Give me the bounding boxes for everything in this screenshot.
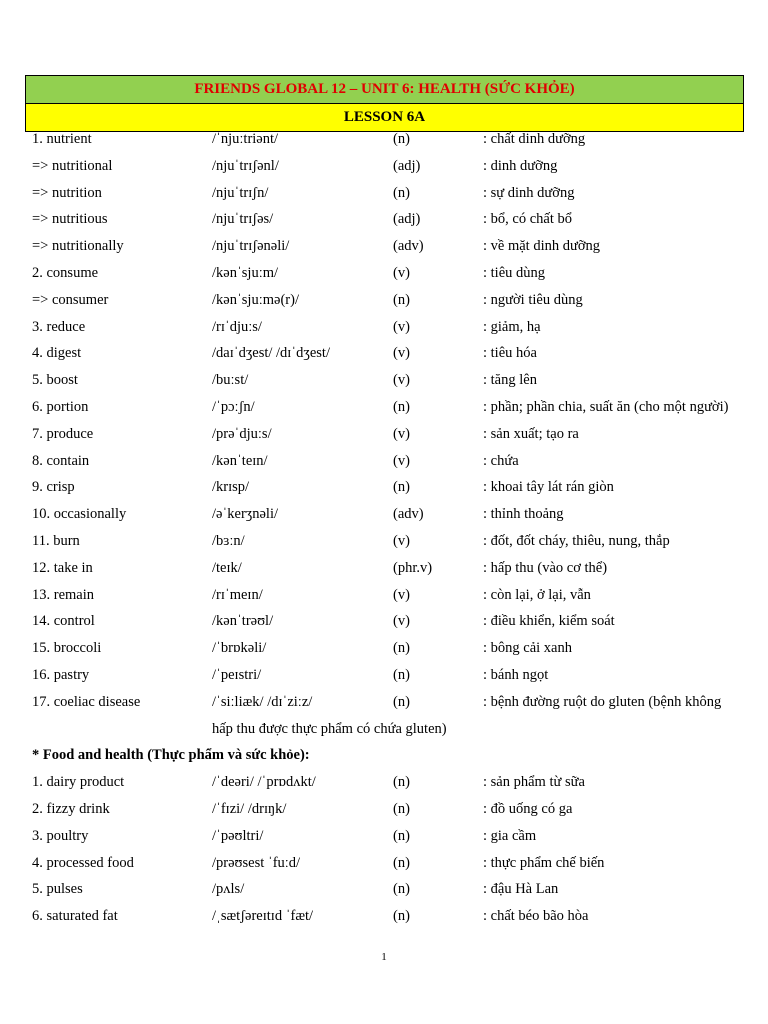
vocabulary-row xyxy=(32,876,752,903)
vocab-part-of-speech: (n) xyxy=(393,854,410,871)
vocab-pronunciation: /rɪˈdjuːs/ xyxy=(212,318,262,335)
vocab-part-of-speech: (n) xyxy=(393,291,410,308)
vocab-word: 9. crisp xyxy=(32,479,75,496)
vocab-meaning: : chất dinh dưỡng xyxy=(483,131,586,147)
vocab-meaning: : còn lại, ở lại, vẫn xyxy=(483,586,591,603)
vocab-part-of-speech: (n) xyxy=(393,398,410,415)
vocab-part-of-speech: (n) xyxy=(393,908,410,925)
vocab-meaning: : hấp thu (vào cơ thể) xyxy=(483,559,608,576)
vocab-word: 14. control xyxy=(32,613,95,630)
vocab-meaning: : sự dinh dưỡng xyxy=(483,184,575,201)
vocab-meaning: : tiêu hóa xyxy=(483,345,537,362)
vocab-pronunciation: /njuˈtrɪʃn/ xyxy=(212,184,269,201)
vocabulary-row xyxy=(32,823,752,850)
vocab-meaning: : đồ uống có ga xyxy=(483,800,573,817)
vocab-meaning: : tiêu dùng xyxy=(483,264,546,281)
vocab-meaning: : bánh ngọt xyxy=(483,666,549,683)
vocab-word: 10. occasionally xyxy=(32,506,127,523)
vocab-word: 5. boost xyxy=(32,372,78,389)
vocab-part-of-speech: (v) xyxy=(393,318,410,335)
vocab-part-of-speech: (phr.v) xyxy=(393,559,433,576)
vocab-pronunciation: /ˈpɔːʃn/ xyxy=(212,398,255,415)
vocab-meaning: : thực phẩm chế biến xyxy=(483,854,605,871)
document-title: FRIENDS GLOBAL 12 – UNIT 6: HEALTH (SỨC KHỎE) xyxy=(26,76,743,104)
vocab-part-of-speech: (v) xyxy=(393,613,410,630)
vocabulary-row xyxy=(32,528,752,555)
section-title: * Food and health (Thực phẩm và sức khỏe): xyxy=(32,747,310,764)
vocab-pronunciation: /rɪˈmeɪn/ xyxy=(212,586,263,603)
vocab-meaning: : gia cầm xyxy=(483,827,537,844)
vocab-word: 6. saturated fat xyxy=(32,908,118,925)
vocab-part-of-speech: (adj) xyxy=(393,211,421,228)
vocab-pronunciation: /ˈsiːliæk/ /dɪˈziːz/ xyxy=(212,693,313,710)
vocab-part-of-speech: (n) xyxy=(393,881,410,898)
vocab-word: 3. reduce xyxy=(32,318,86,335)
vocab-part-of-speech: (n) xyxy=(393,827,410,844)
vocabulary-row xyxy=(32,689,752,716)
vocab-meaning: : sản phẩm từ sữa xyxy=(483,774,585,791)
vocab-word: => nutritional xyxy=(32,157,113,174)
vocab-word: 4. processed food xyxy=(32,854,134,871)
vocabulary-row xyxy=(32,474,752,501)
vocab-meaning: : phần; phần chia, suất ăn (cho một người) xyxy=(483,398,729,415)
vocab-pronunciation: /ˈbrɒkəli/ xyxy=(212,640,267,657)
vocab-part-of-speech: (v) xyxy=(393,264,410,281)
vocab-word: 8. contain xyxy=(32,452,90,469)
vocab-pronunciation: /əˈkerʒnəli/ xyxy=(212,506,279,523)
vocabulary-row xyxy=(32,367,752,394)
vocab-pronunciation: /njuˈtrɪʃəs/ xyxy=(212,211,274,228)
lesson-title: LESSON 6A xyxy=(26,104,743,131)
vocab-word: 15. broccoli xyxy=(32,640,102,657)
vocabulary-row xyxy=(32,233,752,260)
vocabulary-row xyxy=(32,314,752,341)
vocab-meaning: : bổ, có chất bổ xyxy=(483,211,572,228)
vocabulary-list xyxy=(32,126,752,930)
vocab-word: 6. portion xyxy=(32,398,89,415)
vocab-meaning: : bông cải xanh xyxy=(483,640,572,657)
vocab-word: 1. dairy product xyxy=(32,774,125,791)
vocabulary-row xyxy=(32,555,752,582)
vocab-pronunciation: /prəˈdjuːs/ xyxy=(212,425,272,442)
vocab-part-of-speech: (n) xyxy=(393,184,410,201)
vocab-part-of-speech: (adj) xyxy=(393,157,421,174)
vocab-pronunciation: /teɪk/ xyxy=(212,559,242,576)
section-heading xyxy=(32,742,752,769)
vocab-part-of-speech: (n) xyxy=(393,479,410,496)
vocabulary-row xyxy=(32,769,752,796)
vocab-part-of-speech: (v) xyxy=(393,452,410,469)
vocab-word: 3. poultry xyxy=(32,827,89,844)
vocab-part-of-speech: (n) xyxy=(393,131,410,147)
vocabulary-row xyxy=(32,153,752,180)
vocab-word: 2. consume xyxy=(32,264,99,281)
vocab-pronunciation: /ˌsætʃəreɪtɪd ˈfæt/ xyxy=(212,908,314,925)
vocab-word: 11. burn xyxy=(32,532,80,549)
vocabulary-row xyxy=(32,635,752,662)
vocab-part-of-speech: (n) xyxy=(393,666,410,683)
vocab-part-of-speech: (v) xyxy=(393,532,410,549)
vocab-pronunciation: /bɜːn/ xyxy=(212,532,245,549)
vocab-part-of-speech: (adv) xyxy=(393,506,424,523)
vocab-pronunciation: /prəʊsest ˈfuːd/ xyxy=(212,854,301,871)
vocabulary-row xyxy=(32,421,752,448)
vocabulary-row-continuation xyxy=(32,716,752,743)
vocab-pronunciation: /ˈpəʊltri/ xyxy=(212,827,264,844)
vocab-meaning: : sản xuất; tạo ra xyxy=(483,425,579,442)
vocab-part-of-speech: (n) xyxy=(393,774,410,791)
vocab-pronunciation: /ˈnjuːtriənt/ xyxy=(212,131,279,147)
vocab-word: 13. remain xyxy=(32,586,95,603)
vocab-pronunciation: /kənˈtrəʊl/ xyxy=(212,613,274,630)
vocab-meaning: : giảm, hạ xyxy=(483,318,541,335)
vocabulary-row xyxy=(32,582,752,609)
vocab-word: 12. take in xyxy=(32,559,93,576)
vocab-part-of-speech: (v) xyxy=(393,372,410,389)
vocab-meaning-continuation: hấp thu được thực phẩm có chứa gluten) xyxy=(212,720,447,737)
vocab-pronunciation: /njuˈtrɪʃənəli/ xyxy=(212,238,290,255)
vocab-part-of-speech: (v) xyxy=(393,425,410,442)
vocabulary-row xyxy=(32,796,752,823)
vocabulary-row xyxy=(32,126,752,153)
page-number: 1 xyxy=(381,951,387,963)
vocab-meaning: : điều khiển, kiểm soát xyxy=(483,613,615,630)
vocabulary-row xyxy=(32,260,752,287)
vocab-meaning: : tăng lên xyxy=(483,372,537,389)
vocab-meaning: : khoai tây lát rán giòn xyxy=(483,479,614,496)
vocab-word: 17. coeliac disease xyxy=(32,693,141,710)
vocab-meaning: : chất béo bão hòa xyxy=(483,908,589,925)
vocab-word: 16. pastry xyxy=(32,666,90,683)
vocab-word: 7. produce xyxy=(32,425,94,442)
vocab-word: => nutritionally xyxy=(32,238,124,255)
vocab-part-of-speech: (v) xyxy=(393,586,410,603)
vocab-word: 5. pulses xyxy=(32,881,83,898)
vocab-pronunciation: /daɪˈdʒest/ /dɪˈdʒest/ xyxy=(212,345,330,362)
vocab-pronunciation: /buːst/ xyxy=(212,372,249,389)
vocab-word: 2. fizzy drink xyxy=(32,800,110,817)
vocab-meaning: : đậu Hà Lan xyxy=(483,881,559,898)
vocab-pronunciation: /kənˈsjuːm/ xyxy=(212,264,279,281)
vocab-pronunciation: /ˈfɪzi/ /drɪŋk/ xyxy=(212,800,287,817)
vocabulary-row xyxy=(32,662,752,689)
vocabulary-row xyxy=(32,608,752,635)
vocab-word: 1. nutrient xyxy=(32,131,92,147)
vocabulary-row xyxy=(32,180,752,207)
vocab-word: => nutrition xyxy=(32,184,102,201)
vocab-pronunciation: /krɪsp/ xyxy=(212,479,250,496)
vocab-pronunciation: /kənˈteɪn/ xyxy=(212,452,268,469)
vocabulary-row xyxy=(32,903,752,930)
vocabulary-row xyxy=(32,206,752,233)
vocabulary-row xyxy=(32,340,752,367)
vocab-word: => nutritious xyxy=(32,211,108,228)
vocab-pronunciation: /pʌls/ xyxy=(212,881,245,898)
vocab-meaning: : đốt, đốt cháy, thiêu, nung, thắp xyxy=(483,532,670,549)
vocab-part-of-speech: (v) xyxy=(393,345,410,362)
vocab-meaning: : chứa xyxy=(483,452,519,469)
header-table xyxy=(25,75,744,132)
vocab-meaning: : về mặt dinh dưỡng xyxy=(483,238,601,255)
vocab-pronunciation: /kənˈsjuːmə(r)/ xyxy=(212,291,299,308)
vocab-meaning: : thỉnh thoảng xyxy=(483,506,564,523)
vocabulary-row xyxy=(32,448,752,475)
vocab-pronunciation: /ˈdeəri/ /ˈprɒdʌkt/ xyxy=(212,774,316,791)
vocab-part-of-speech: (n) xyxy=(393,640,410,657)
vocabulary-row xyxy=(32,501,752,528)
vocab-meaning: : bệnh đường ruột do gluten (bệnh không xyxy=(483,693,722,710)
vocabulary-row xyxy=(32,850,752,877)
vocab-meaning: : dinh dưỡng xyxy=(483,157,558,174)
vocabulary-row xyxy=(32,394,752,421)
vocab-word: 4. digest xyxy=(32,345,82,362)
vocabulary-row xyxy=(32,287,752,314)
vocab-part-of-speech: (adv) xyxy=(393,238,424,255)
vocab-word: => consumer xyxy=(32,291,109,308)
vocab-meaning: : người tiêu dùng xyxy=(483,291,583,308)
vocab-pronunciation: /ˈpeɪstri/ xyxy=(212,666,262,683)
vocab-pronunciation: /njuˈtrɪʃənl/ xyxy=(212,157,279,174)
vocab-part-of-speech: (n) xyxy=(393,800,410,817)
vocab-part-of-speech: (n) xyxy=(393,693,410,710)
